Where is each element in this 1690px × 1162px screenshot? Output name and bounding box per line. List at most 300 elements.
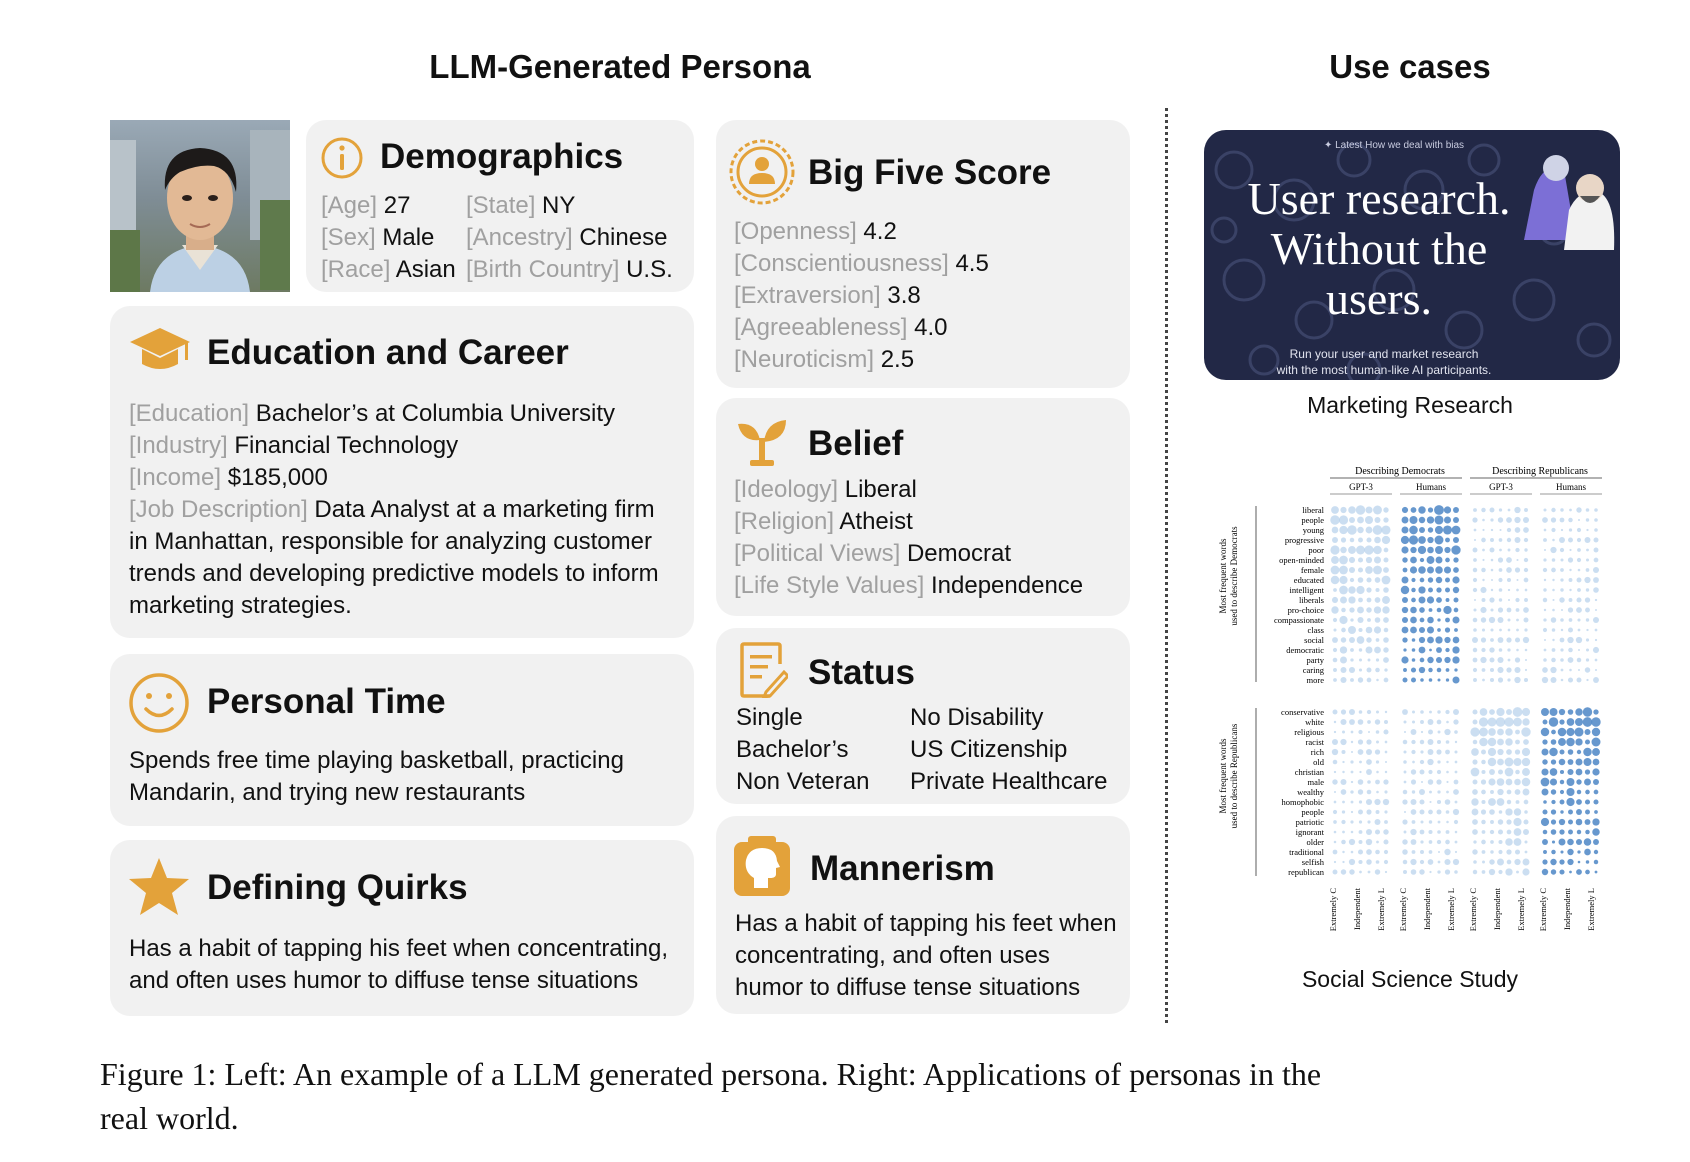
word-frequency-dot <box>1419 627 1425 633</box>
word-frequency-dot <box>1550 859 1556 865</box>
word-frequency-dot <box>1436 577 1442 583</box>
word-frequency-dot <box>1446 830 1450 834</box>
word-frequency-dot <box>1568 749 1574 755</box>
birth-country-label: [Birth Country] <box>466 256 620 283</box>
word-frequency-dot <box>1472 709 1477 714</box>
word-frequency-dot <box>1385 871 1387 873</box>
word-frequency-dot <box>1523 527 1529 533</box>
word-frequency-dot <box>1418 566 1426 574</box>
word-frequency-dot <box>1560 518 1565 523</box>
banner-subtext <box>1234 346 1534 378</box>
job-description-label: [Job Description] <box>129 496 308 523</box>
word-frequency-dot <box>1358 628 1362 632</box>
word-frequency-dot <box>1428 779 1434 785</box>
word-frequency-dot <box>1551 528 1555 532</box>
word-frequency-dot <box>1508 659 1511 662</box>
word-frequency-dot <box>1437 710 1440 713</box>
word-frequency-dot <box>1490 518 1493 521</box>
word-frequency-dot <box>1411 809 1417 815</box>
word-frequency-dot <box>1384 790 1387 793</box>
sprout-icon <box>736 418 788 470</box>
word-frequency-dot <box>1366 637 1371 642</box>
word-frequency-dot <box>1403 750 1406 753</box>
word-frequency-dot <box>1446 721 1449 724</box>
word-frequency-dot <box>1558 738 1566 746</box>
word-frequency-dot <box>1543 588 1546 591</box>
word-frequency-dot <box>1411 578 1415 582</box>
word-frequency-dot <box>1473 558 1477 562</box>
word-frequency-dot <box>1473 608 1476 611</box>
word-frequency-dot <box>1577 750 1581 754</box>
word-frequency-dot <box>1376 679 1379 682</box>
x-tick-label: Extremely L <box>1376 888 1386 931</box>
word-frequency-dot <box>1560 548 1564 552</box>
word-frequency-dot <box>1367 668 1372 673</box>
word-frequency-dot <box>1351 741 1353 743</box>
word-frequency-dot <box>1586 508 1590 512</box>
word-frequency-dot <box>1481 508 1485 512</box>
word-frequency-dot <box>1419 789 1425 795</box>
word-frequency-dot <box>1334 721 1336 723</box>
word-frequency-dot <box>1576 779 1581 784</box>
word-frequency-dot <box>1586 529 1588 531</box>
word-frequency-dot <box>1525 659 1527 661</box>
word-frequency-dot <box>1341 637 1346 642</box>
word-frequency-dot <box>1578 669 1580 671</box>
word-frequency-dot <box>1429 801 1431 803</box>
word-frequency-dot <box>1384 548 1389 553</box>
word-frequency-dot <box>1412 790 1415 793</box>
word-frequency-dot <box>1516 579 1518 581</box>
word-frequency-dot <box>1585 790 1590 795</box>
word-frequency-dot <box>1552 579 1554 581</box>
word-frequency-dot <box>1514 828 1522 836</box>
word-frequency-dot <box>1438 821 1441 824</box>
word-frequency-dot <box>1428 739 1434 745</box>
word-frequency-dot <box>1437 800 1441 804</box>
word-frequency-dot <box>1491 559 1494 562</box>
word-frequency-dot <box>1452 656 1459 663</box>
word-frequency-dot <box>1454 598 1459 603</box>
word-frequency-dot <box>1455 841 1458 844</box>
word-frequency-dot <box>1569 528 1572 531</box>
word-frequency-dot <box>1594 558 1599 563</box>
word-frequency-dot <box>1559 759 1566 766</box>
conscientiousness-value: 4.5 <box>955 250 989 277</box>
word-frequency-dot <box>1359 648 1362 651</box>
word-frequency-dot <box>1551 658 1556 663</box>
word-frequency-dot <box>1516 629 1519 632</box>
word-frequency-dot <box>1358 557 1363 562</box>
word-frequency-dot <box>1578 569 1581 572</box>
word-frequency-dot <box>1341 840 1346 845</box>
banner-headline-line: Without the <box>1270 223 1488 274</box>
word-frequency-dot <box>1472 517 1477 522</box>
word-frequency-dot <box>1482 549 1485 552</box>
word-frequency-dot <box>1551 850 1555 854</box>
word-frequency-dot <box>1436 587 1441 592</box>
race-value: Asian <box>395 256 456 283</box>
x-tick-label: Independent <box>1562 888 1572 931</box>
word-frequency-dot <box>1593 779 1599 785</box>
word-frequency-dot <box>1334 831 1337 834</box>
word-frequency-dot <box>1524 538 1528 542</box>
word-frequency-dot <box>1366 587 1371 592</box>
word-frequency-dot <box>1576 597 1581 602</box>
word-frequency-dot <box>1404 811 1406 813</box>
x-tick-label: Extremely C <box>1468 888 1478 932</box>
word-frequency-dot <box>1550 677 1556 683</box>
word-frequency-dot <box>1427 637 1434 644</box>
word-frequency-dot <box>1542 869 1548 875</box>
marketing-research-label: Marketing Research <box>1307 392 1513 418</box>
word-frequency-dot <box>1522 778 1531 787</box>
word-frequency-dot <box>1410 557 1417 564</box>
word-frequency-dot <box>1560 578 1563 581</box>
word-frequency-dot <box>1560 558 1563 561</box>
word-frequency-dot <box>1368 659 1371 662</box>
word-frequency-dot <box>1446 668 1450 672</box>
word-frequency-dot <box>1507 608 1512 613</box>
word-frequency-dot <box>1358 860 1362 864</box>
word-frequency-dot <box>1523 789 1530 796</box>
word-frequency-dot <box>1560 800 1565 805</box>
star-icon <box>127 856 191 918</box>
word-frequency-dot <box>1373 546 1382 555</box>
status-item: No Disability <box>910 704 1044 731</box>
word-frequency-dot <box>1482 870 1486 874</box>
word-frequency-dot <box>1507 678 1510 681</box>
word-frequency-dot <box>1515 637 1520 642</box>
word-frequency-dot <box>1436 557 1443 564</box>
word-frequency-dot <box>1382 576 1391 585</box>
word-frequency-dot <box>1549 717 1558 726</box>
word-frequency-dot <box>1351 831 1354 834</box>
word-frequency-dot <box>1436 749 1441 754</box>
word-frequency-dot <box>1551 829 1557 835</box>
word-label: liberal <box>1302 505 1324 515</box>
word-frequency-dot <box>1473 780 1478 785</box>
word-frequency-dot <box>1349 637 1355 643</box>
word-frequency-dot <box>1340 646 1347 653</box>
word-frequency-dot <box>1385 711 1387 713</box>
word-frequency-dot <box>1358 538 1363 543</box>
word-frequency-dot <box>1351 811 1353 813</box>
word-frequency-dot <box>1368 871 1371 874</box>
word-frequency-dot <box>1437 790 1440 793</box>
word-frequency-dot <box>1367 710 1371 714</box>
word-frequency-dot <box>1567 849 1573 855</box>
word-frequency-dot <box>1366 769 1372 775</box>
word-frequency-dot <box>1568 709 1574 715</box>
word-frequency-dot <box>1349 869 1354 874</box>
word-frequency-dot <box>1403 678 1408 683</box>
word-frequency-dot <box>1401 526 1408 533</box>
sex-value: Male <box>382 224 435 251</box>
word-frequency-dot <box>1559 819 1565 825</box>
word-frequency-dot <box>1438 679 1441 682</box>
word-frequency-dot <box>1374 626 1381 633</box>
mannerism-title: Mannerism <box>810 849 995 888</box>
word-frequency-dot <box>1505 758 1514 767</box>
word-frequency-dot <box>1576 769 1583 776</box>
word-frequency-dot <box>1482 861 1485 864</box>
word-frequency-dot <box>1367 598 1372 603</box>
word-frequency-dot <box>1584 849 1591 856</box>
word-frequency-dot <box>1583 758 1591 766</box>
word-frequency-dot <box>1491 529 1493 531</box>
word-frequency-dot <box>1404 771 1407 774</box>
word-frequency-dot <box>1516 619 1519 622</box>
word-frequency-dot <box>1525 589 1528 592</box>
word-frequency-dot <box>1472 829 1478 835</box>
word-frequency-dot <box>1551 568 1556 573</box>
word-frequency-dot <box>1559 597 1564 602</box>
word-frequency-dot <box>1524 800 1529 805</box>
word-frequency-dot <box>1357 636 1365 644</box>
word-label: ignorant <box>1295 827 1324 837</box>
word-frequency-dot <box>1409 526 1418 535</box>
word-frequency-dot <box>1411 769 1416 774</box>
word-frequency-dot <box>1516 649 1519 652</box>
word-frequency-dot <box>1594 790 1599 795</box>
word-frequency-dot <box>1473 720 1478 725</box>
word-frequency-dot <box>1508 619 1511 622</box>
word-frequency-dot <box>1481 809 1486 814</box>
right-header: Use cases <box>1329 48 1491 85</box>
word-frequency-dot <box>1498 870 1502 874</box>
word-frequency-dot <box>1333 820 1337 824</box>
word-frequency-dot <box>1559 537 1565 543</box>
word-frequency-dot <box>1506 749 1512 755</box>
word-frequency-dot <box>1331 606 1338 613</box>
word-frequency-dot <box>1568 759 1574 765</box>
word-frequency-dot <box>1499 568 1503 572</box>
word-frequency-dot <box>1499 529 1501 531</box>
word-frequency-dot <box>1366 859 1372 865</box>
word-frequency-dot <box>1365 506 1372 513</box>
word-frequency-dot <box>1567 839 1574 846</box>
word-frequency-dot <box>1412 638 1416 642</box>
word-frequency-dot <box>1376 841 1379 844</box>
word-frequency-dot <box>1375 869 1380 874</box>
word-frequency-dot <box>1443 525 1452 534</box>
word-frequency-dot <box>1489 809 1495 815</box>
word-frequency-dot <box>1455 771 1458 774</box>
word-frequency-dot <box>1508 549 1511 552</box>
income-label: [Income] <box>129 464 222 491</box>
word-frequency-dot <box>1551 617 1557 623</box>
word-frequency-dot <box>1384 860 1388 864</box>
word-frequency-dot <box>1543 720 1548 725</box>
word-frequency-dot <box>1586 588 1589 591</box>
religion-label: [Religion] <box>734 508 835 535</box>
word-frequency-dot <box>1551 819 1556 824</box>
word-frequency-dot <box>1514 859 1520 865</box>
word-frequency-dot <box>1402 507 1408 513</box>
word-frequency-dot <box>1481 568 1486 573</box>
word-frequency-dot <box>1437 830 1441 834</box>
word-frequency-dot <box>1481 800 1485 804</box>
word-frequency-dot <box>1561 679 1564 682</box>
word-frequency-dot <box>1428 668 1432 672</box>
word-frequency-dot <box>1586 658 1589 661</box>
word-frequency-dot <box>1586 679 1588 681</box>
word-frequency-dot <box>1473 740 1478 745</box>
word-frequency-dot <box>1427 759 1433 765</box>
word-frequency-dot <box>1559 709 1565 715</box>
word-frequency-dot <box>1452 526 1461 535</box>
word-frequency-dot <box>1411 678 1416 683</box>
word-frequency-dot <box>1437 618 1440 621</box>
panel-header: GPT-3 <box>1489 482 1513 492</box>
word-frequency-dot <box>1342 771 1344 773</box>
word-frequency-dot <box>1358 677 1363 682</box>
word-frequency-dot <box>1358 567 1363 572</box>
word-frequency-dot <box>1358 730 1362 734</box>
word-frequency-dot <box>1375 588 1379 592</box>
word-frequency-dot <box>1568 657 1574 663</box>
word-frequency-dot <box>1350 618 1353 621</box>
word-frequency-dot <box>1349 667 1355 673</box>
word-frequency-dot <box>1488 718 1497 727</box>
status-right-col <box>910 702 1107 798</box>
word-label: social <box>1304 635 1324 645</box>
word-frequency-dot <box>1410 627 1417 634</box>
word-frequency-dot <box>1375 829 1380 834</box>
word-frequency-dot <box>1561 529 1563 531</box>
word-label: homophobic <box>1281 797 1324 807</box>
word-frequency-dot <box>1359 871 1362 874</box>
word-frequency-dot <box>1490 840 1494 844</box>
word-frequency-dot <box>1341 820 1345 824</box>
word-frequency-dot <box>1594 508 1598 512</box>
word-frequency-dot <box>1552 648 1556 652</box>
word-frequency-dot <box>1586 860 1589 863</box>
word-frequency-dot <box>1383 839 1388 844</box>
word-frequency-dot <box>1560 790 1564 794</box>
industry-label: [Industry] <box>129 432 228 459</box>
word-frequency-dot <box>1499 508 1502 511</box>
word-frequency-dot <box>1593 647 1599 653</box>
word-frequency-dot <box>1544 649 1547 652</box>
word-frequency-dot <box>1473 658 1478 663</box>
word-frequency-dot <box>1524 840 1527 843</box>
word-label: older <box>1306 837 1324 847</box>
word-frequency-dot <box>1438 861 1441 864</box>
word-frequency-dot <box>1383 567 1389 573</box>
word-frequency-dot <box>1482 830 1486 834</box>
word-frequency-dot <box>1543 628 1547 632</box>
word-frequency-dot <box>1552 639 1554 641</box>
word-frequency-dot <box>1334 841 1337 844</box>
word-frequency-dot <box>1364 545 1373 554</box>
banner-subtext-line: with the most human-like AI participants. <box>1276 363 1492 377</box>
word-frequency-dot <box>1356 586 1364 594</box>
word-frequency-dot <box>1585 870 1590 875</box>
word-frequency-dot <box>1584 779 1591 786</box>
word-frequency-dot <box>1577 618 1580 621</box>
word-frequency-dot <box>1435 536 1444 545</box>
word-frequency-dot <box>1374 647 1381 654</box>
word-frequency-dot <box>1479 717 1488 726</box>
word-frequency-dot <box>1420 678 1424 682</box>
word-frequency-dot <box>1481 820 1485 824</box>
word-frequency-dot <box>1490 658 1495 663</box>
word-frequency-dot <box>1411 729 1417 735</box>
word-frequency-dot <box>1376 638 1380 642</box>
word-frequency-dot <box>1497 859 1504 866</box>
word-frequency-dot <box>1367 678 1372 683</box>
word-frequency-dot <box>1358 577 1364 583</box>
word-frequency-dot <box>1375 850 1380 855</box>
word-frequency-dot <box>1489 769 1495 775</box>
word-frequency-dot <box>1472 789 1478 795</box>
word-frequency-dot <box>1505 738 1513 746</box>
word-frequency-dot <box>1507 860 1512 865</box>
word-frequency-dot <box>1411 740 1415 744</box>
word-frequency-dot <box>1454 820 1458 824</box>
word-frequency-dot <box>1577 538 1581 542</box>
word-frequency-dot <box>1427 596 1434 603</box>
word-frequency-dot <box>1339 526 1347 534</box>
word-frequency-dot <box>1578 629 1581 632</box>
mannerism-body <box>735 908 1117 1004</box>
word-frequency-dot <box>1412 658 1416 662</box>
word-frequency-dot <box>1332 739 1338 745</box>
word-frequency-dot <box>1541 708 1549 716</box>
word-frequency-dot <box>1482 519 1485 522</box>
word-frequency-dot <box>1513 758 1521 766</box>
word-frequency-dot <box>1367 820 1370 823</box>
word-frequency-dot <box>1435 566 1443 574</box>
job-description-line: marketing strategies. <box>129 592 352 619</box>
word-frequency-dot <box>1437 608 1442 613</box>
word-frequency-dot <box>1359 830 1363 834</box>
word-frequency-dot <box>1350 538 1355 543</box>
word-frequency-dot <box>1402 617 1408 623</box>
word-frequency-dot <box>1446 761 1448 763</box>
word-frequency-dot <box>1411 507 1417 513</box>
personality-badge-icon <box>728 138 796 206</box>
word-frequency-dot <box>1366 849 1372 855</box>
word-frequency-dot <box>1402 607 1408 613</box>
sex-label: [Sex] <box>321 224 376 251</box>
word-frequency-dot <box>1522 718 1529 725</box>
word-frequency-dot <box>1445 710 1449 714</box>
word-frequency-dot <box>1585 819 1591 825</box>
word-frequency-dot <box>1351 771 1354 774</box>
neuroticism-label: [Neuroticism] <box>734 346 875 373</box>
word-frequency-dot <box>1452 576 1459 583</box>
word-frequency-dot <box>1594 810 1598 814</box>
word-frequency-dot <box>1552 840 1555 843</box>
banner-tag: ✦ Latest How we deal with bias <box>1323 140 1465 151</box>
word-frequency-dot <box>1419 527 1425 533</box>
x-tick-label: Independent <box>1352 888 1362 931</box>
word-frequency-dot <box>1472 759 1477 764</box>
word-frequency-dot <box>1551 800 1555 804</box>
word-frequency-dot <box>1499 810 1503 814</box>
word-frequency-dot <box>1516 559 1518 561</box>
word-frequency-dot <box>1522 758 1530 766</box>
word-frequency-dot <box>1542 839 1548 845</box>
status-title: Status <box>808 653 915 692</box>
word-frequency-dot <box>1446 810 1450 814</box>
word-frequency-dot <box>1446 598 1450 602</box>
word-frequency-dot <box>1523 819 1528 824</box>
word-frequency-dot <box>1542 739 1547 744</box>
